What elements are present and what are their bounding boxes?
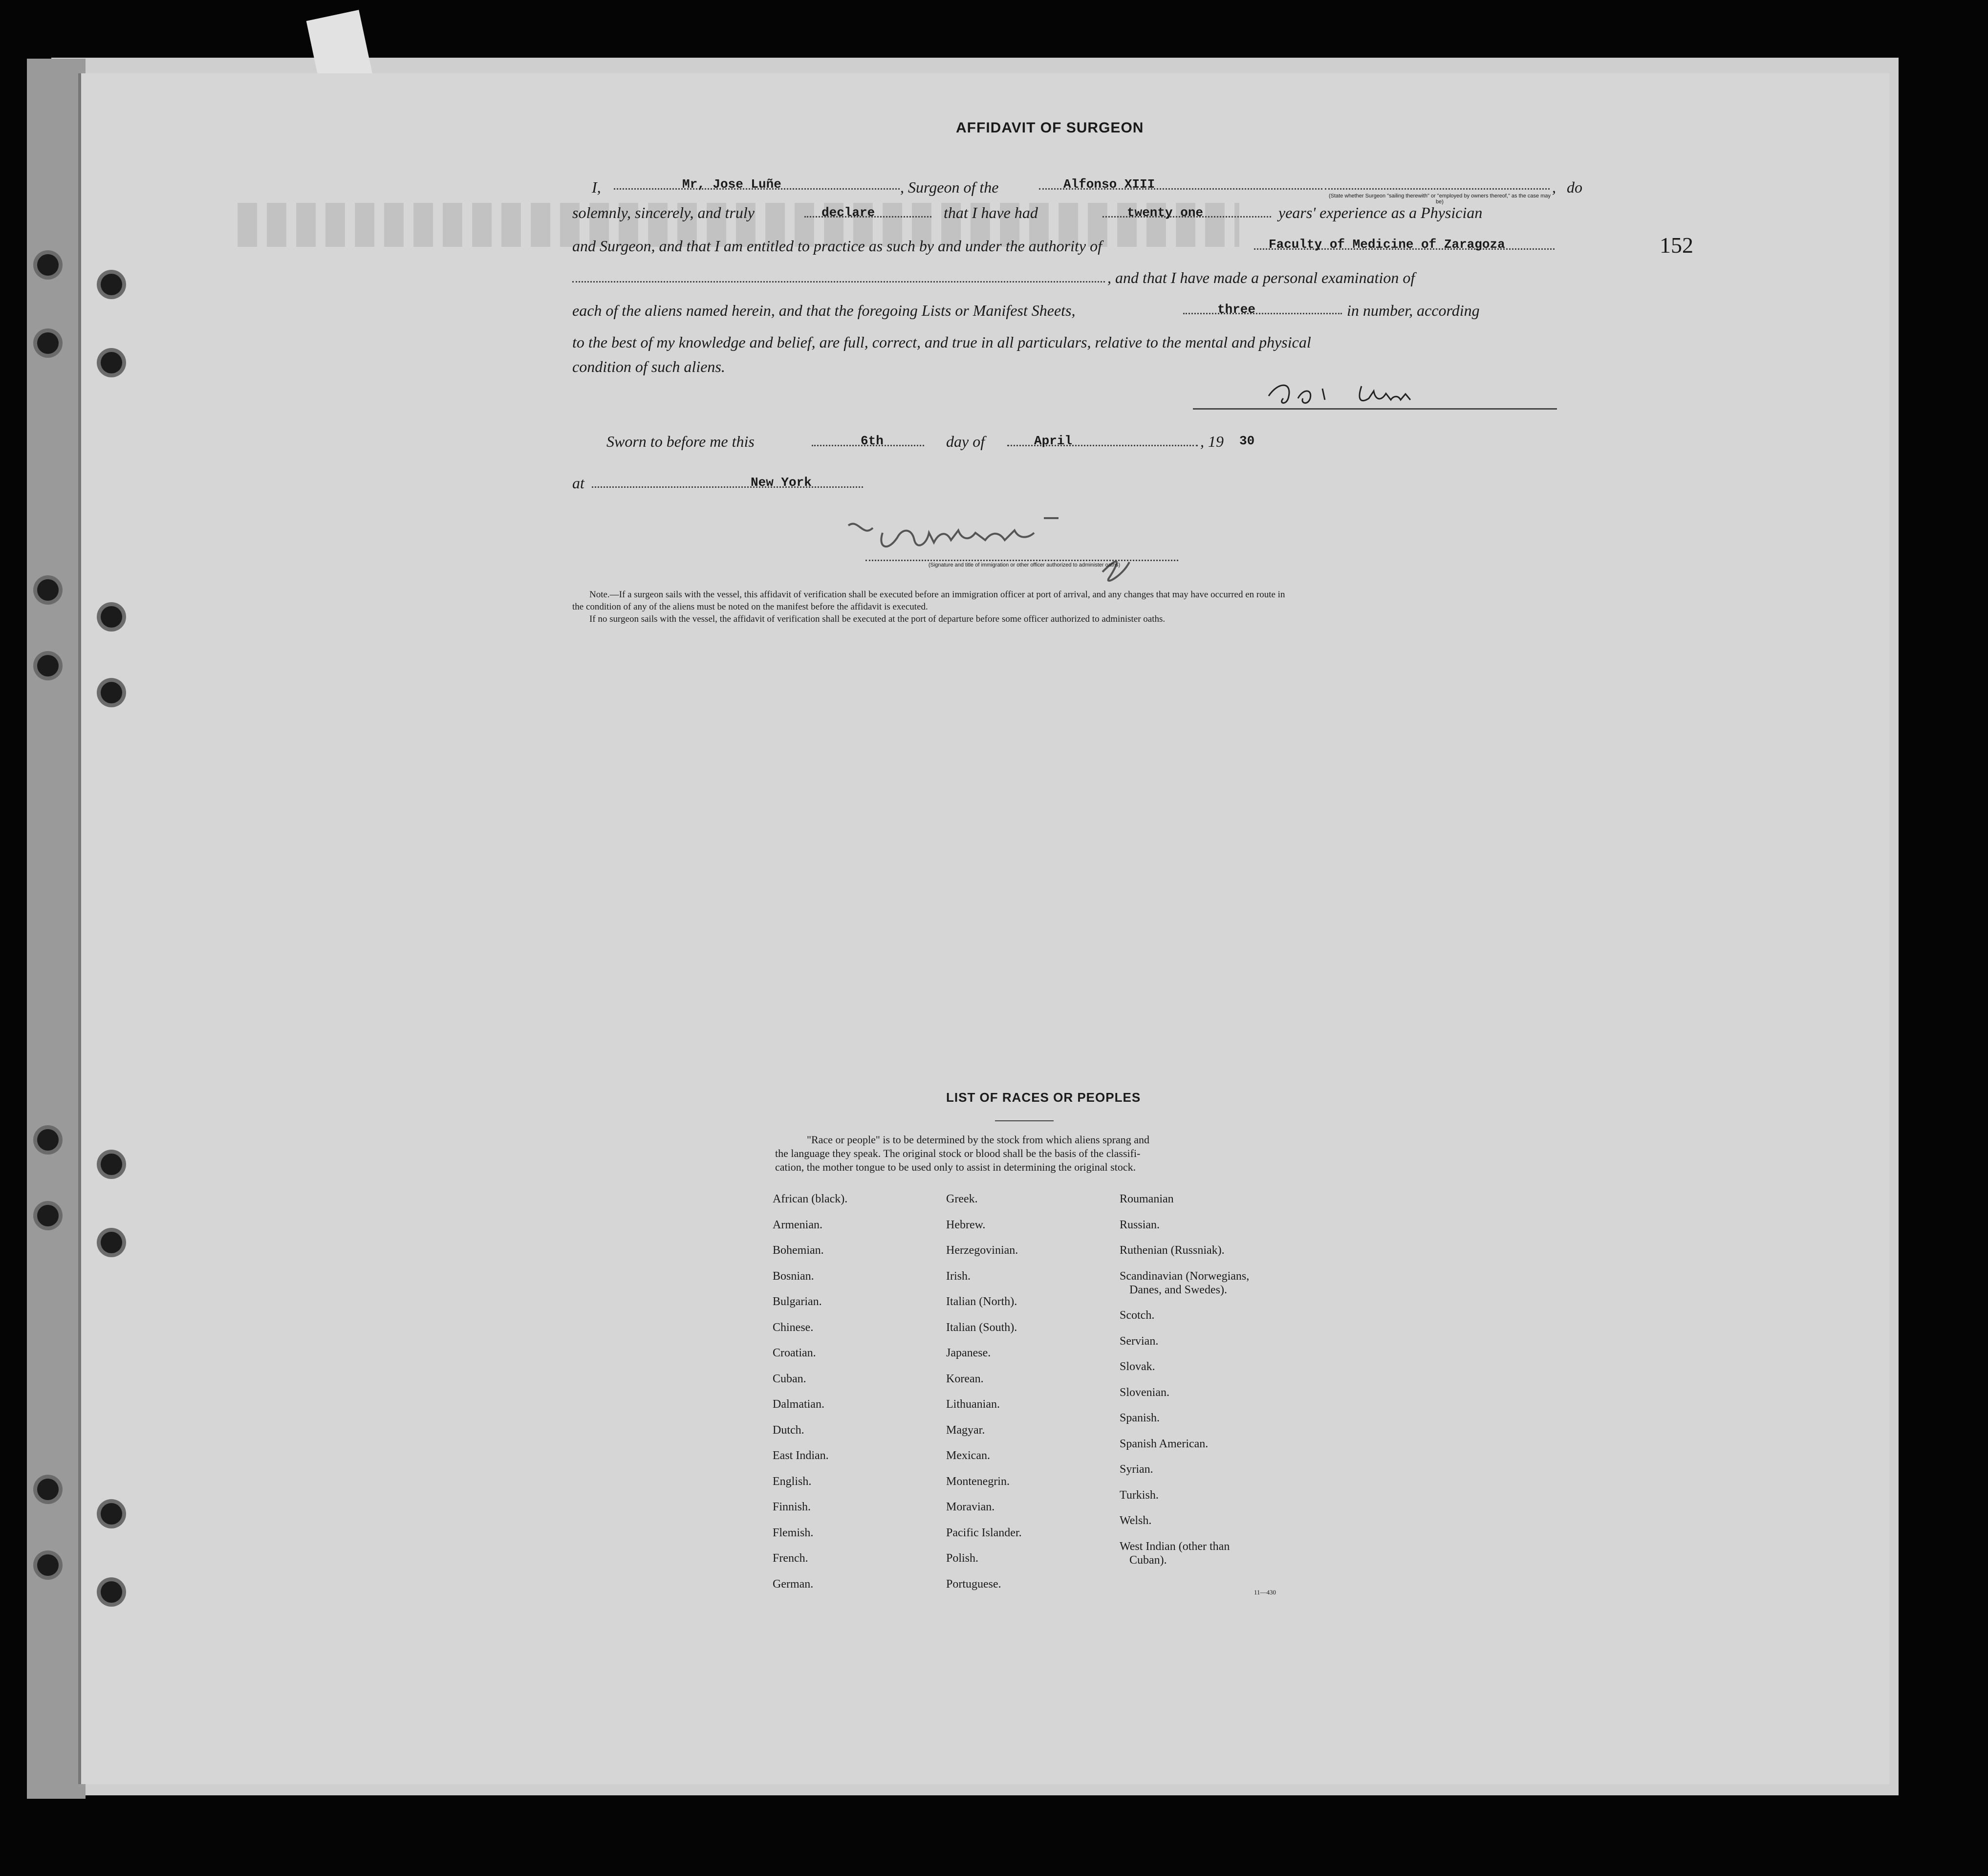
punch-hole-icon <box>101 1503 122 1525</box>
races-intro-line-1: "Race or people" is to be determined by the stock from which aliens sprang and <box>807 1134 1149 1146</box>
text-condition: condition of such aliens. <box>572 358 725 375</box>
race-list-item: Turkish. <box>1120 1489 1159 1502</box>
punch-hole-icon <box>37 1554 59 1576</box>
punch-hole-icon <box>101 274 122 295</box>
race-list-item: Bohemian. <box>773 1244 824 1257</box>
races-intro-line-3: cation, the mother tongue to be used only to assist in determining the original stock. <box>775 1161 1136 1173</box>
text-at: at <box>572 474 584 492</box>
race-list-item: Cuban). <box>1129 1554 1167 1567</box>
race-list-item: Servian. <box>1120 1335 1159 1348</box>
text-19: , 19 <box>1200 433 1224 450</box>
punch-hole-icon <box>37 1479 59 1500</box>
race-list-item: Italian (North). <box>946 1295 1017 1308</box>
month-value: April <box>1034 434 1073 448</box>
text-years-experience: years' experience as a Physician <box>1278 204 1483 221</box>
race-list-item: West Indian (other than <box>1120 1540 1230 1553</box>
form-code: 11—430 <box>1254 1589 1276 1596</box>
punch-hole-icon <box>101 1154 122 1175</box>
sheets-value: three <box>1217 302 1256 317</box>
race-list-item: Scotch. <box>1120 1309 1155 1322</box>
race-list-item: Slovak. <box>1120 1360 1155 1373</box>
authority-value: Faculty of Medicine of Zaragoza <box>1269 237 1505 252</box>
text-surgeon-of: , Surgeon of the <box>900 178 999 196</box>
officer-signature <box>829 503 1171 582</box>
race-list-item: Hebrew. <box>946 1219 986 1231</box>
page-number: 152 <box>1660 233 1693 258</box>
races-title: LIST OF RACES OR PEOPLES <box>946 1090 1141 1105</box>
text-day-of: day of <box>946 433 985 450</box>
race-list-item: Montenegrin. <box>946 1475 1010 1488</box>
place-line <box>592 486 863 488</box>
note-line-1: Note.—If a surgeon sails with the vessel, this affidavit of verification shall be executed before an immigration officer at port of arrival, and any changes that may have occurred en route in <box>589 589 1285 600</box>
years-value: twenty one <box>1127 205 1204 220</box>
punch-hole-icon <box>101 682 122 703</box>
race-list-item: Moravian. <box>946 1501 995 1513</box>
race-list-item: Finnish. <box>773 1501 811 1513</box>
text-best-knowledge: to the best of my knowledge and belief, are full, correct, and true in all particulars, relative to the mental and physical <box>572 333 1311 351</box>
punch-hole-icon <box>37 254 59 276</box>
race-list-item: African (black). <box>773 1193 848 1205</box>
race-list-item: Greek. <box>946 1193 978 1205</box>
punch-hole-icon <box>101 352 122 373</box>
race-list-item: Chinese. <box>773 1321 814 1334</box>
race-list-item: Irish. <box>946 1270 971 1283</box>
race-list-item: Dutch. <box>773 1424 804 1437</box>
text-sworn: Sworn to before me this <box>606 433 755 450</box>
race-list-item: Polish. <box>946 1552 979 1565</box>
race-list-item: Russian. <box>1120 1219 1160 1231</box>
race-list-item: Spanish American. <box>1120 1438 1209 1450</box>
race-list-item: Herzegovinian. <box>946 1244 1018 1257</box>
surgeon-name: Mr, Jose Luñe <box>682 177 781 192</box>
race-list-item: Magyar. <box>946 1424 985 1437</box>
race-list-item: Bulgarian. <box>773 1295 822 1308</box>
text-solemnly: solemnly, sincerely, and truly <box>572 204 755 221</box>
binder-strip <box>27 59 86 1799</box>
text-that-had: that I have had <box>944 204 1038 221</box>
race-list-item: Ruthenian (Russniak). <box>1120 1244 1225 1257</box>
note-line-3: If no surgeon sails with the vessel, the affidavit of verification shall be executed at the port of departure before some officer authorized to administer oaths. <box>589 614 1166 624</box>
note-line-2: the condition of any of the aliens must be noted on the manifest before the affidavit is executed. <box>572 602 928 612</box>
race-list-item: Slovenian. <box>1120 1386 1169 1399</box>
punch-hole-icon <box>101 1581 122 1603</box>
races-intro-line-2: the language they speak. The original stock or blood shall be the basis of the classifi- <box>775 1147 1141 1159</box>
vessel-name: Alfonso XIII <box>1063 177 1155 192</box>
officer-signature-line <box>865 560 1178 561</box>
place-value: New York <box>751 475 812 490</box>
text-do: do <box>1567 178 1582 196</box>
text-i: I, <box>592 178 601 196</box>
punch-hole-icon <box>37 1129 59 1151</box>
race-list-item: Roumanian <box>1120 1193 1174 1205</box>
race-list-item: Lithuanian. <box>946 1398 1000 1411</box>
race-list-item: French. <box>773 1552 808 1565</box>
race-list-item: Korean. <box>946 1373 984 1385</box>
race-list-item: Armenian. <box>773 1219 822 1231</box>
race-list-item: Japanese. <box>946 1347 991 1359</box>
text-personal-examination: , and that I have made a personal examination of <box>1107 269 1415 286</box>
race-list-item: Italian (South). <box>946 1321 1017 1334</box>
document-page <box>78 73 1889 1784</box>
races-title-rule <box>995 1120 1054 1121</box>
punch-hole-icon <box>37 332 59 354</box>
race-list-item: Danes, and Swedes). <box>1129 1284 1227 1296</box>
race-list-item: Welsh. <box>1120 1514 1152 1527</box>
race-list-item: Dalmatian. <box>773 1398 824 1411</box>
punch-hole-icon <box>101 606 122 628</box>
day-value: 6th <box>861 434 884 448</box>
sheets-line <box>1183 313 1342 314</box>
race-list-item: Bosnian. <box>773 1270 814 1283</box>
vessel-status-note: (State whether Surgeon "sailing therewith" or "employed by owners thereof," as the case may be) <box>1328 193 1551 205</box>
surgeon-signature <box>1264 376 1459 411</box>
race-list-item: Mexican. <box>946 1449 990 1462</box>
declare-value: declare <box>821 205 875 220</box>
race-list-item: Scandinavian (Norwegians, <box>1120 1270 1250 1283</box>
race-list-item: East Indian. <box>773 1449 829 1462</box>
punch-hole-icon <box>101 1232 122 1253</box>
year-value: 30 <box>1239 434 1255 448</box>
race-list-item: Cuban. <box>773 1373 806 1385</box>
race-list-item: Portuguese. <box>946 1578 1001 1591</box>
punch-hole-icon <box>37 579 59 601</box>
affidavit-title: AFFIDAVIT OF SURGEON <box>956 120 1144 136</box>
race-list-item: Syrian. <box>1120 1463 1153 1476</box>
text-in-number: in number, according <box>1347 302 1480 319</box>
text-comma: , <box>1552 178 1556 196</box>
authority-line-2 <box>572 281 1105 283</box>
race-list-item: English. <box>773 1475 812 1488</box>
race-list-item: German. <box>773 1578 814 1591</box>
race-list-item: Croatian. <box>773 1347 816 1359</box>
punch-hole-icon <box>37 1205 59 1226</box>
officer-signature-caption: (Signature and title of immigration or other officer authorized to administer oaths) <box>928 562 1121 568</box>
text-and-surgeon: and Surgeon, and that I am entitled to practice as such by and under the authority of <box>572 237 1102 255</box>
text-each-alien: each of the aliens named herein, and that the foregoing Lists or Manifest Sheets, <box>572 302 1076 319</box>
punch-hole-icon <box>37 655 59 676</box>
race-list-item: Pacific Islander. <box>946 1527 1022 1539</box>
race-list-item: Spanish. <box>1120 1412 1160 1424</box>
race-list-item: Flemish. <box>773 1527 814 1539</box>
vessel-status-line <box>1325 188 1550 190</box>
